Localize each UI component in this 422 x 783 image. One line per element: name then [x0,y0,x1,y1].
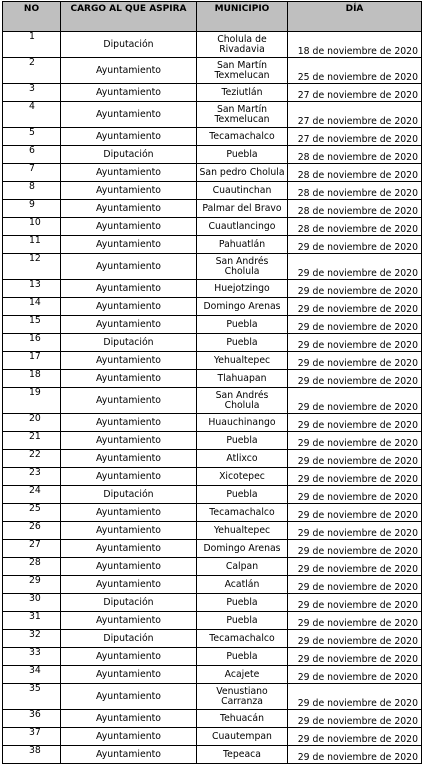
table-row [3,648,422,666]
row-number: 2 [3,58,61,84]
cargo-cell: Diputación [61,32,197,58]
cargo-cell: Diputación [61,146,197,164]
table-row [3,414,422,432]
municipio-cell: Domingo Arenas [197,298,288,316]
cargo-cell: Ayuntamiento [61,540,197,558]
municipio-cell: Cholula de Rivadavia [197,32,288,58]
date-cell: 29 de noviembre de 2020 [288,388,422,414]
cargo-cell: Ayuntamiento [61,450,197,468]
cargo-cell: Ayuntamiento [61,746,197,764]
row-number: 31 [3,612,61,630]
municipio-cell: Tecamachalco [197,504,288,522]
date-cell: 29 de noviembre de 2020 [288,648,422,666]
cargo-cell: Ayuntamiento [61,102,197,128]
date-cell: 29 de noviembre de 2020 [288,522,422,540]
date-cell: 29 de noviembre de 2020 [288,280,422,298]
header-cargo: CARGO AL QUE ASPIRA [61,2,197,32]
cargo-cell: Diputación [61,630,197,648]
date-cell: 29 de noviembre de 2020 [288,594,422,612]
row-number: 25 [3,504,61,522]
table-row [3,298,422,316]
table-row [3,84,422,102]
row-number: 38 [3,746,61,764]
row-number: 33 [3,648,61,666]
table-row [3,236,422,254]
row-number: 36 [3,710,61,728]
cargo-cell: Ayuntamiento [61,684,197,710]
date-cell: 28 de noviembre de 2020 [288,182,422,200]
cargo-cell: Ayuntamiento [61,254,197,280]
table-row [3,746,422,764]
municipio-cell: Domingo Arenas [197,540,288,558]
cargo-cell: Ayuntamiento [61,200,197,218]
municipio-cell: Puebla [197,612,288,630]
date-cell: 29 de noviembre de 2020 [288,432,422,450]
municipio-cell: Palmar del Bravo [197,200,288,218]
date-cell: 28 de noviembre de 2020 [288,200,422,218]
date-cell: 29 de noviembre de 2020 [288,710,422,728]
municipio-cell: Huejotzingo [197,280,288,298]
row-number: 4 [3,102,61,128]
table-row [3,450,422,468]
municipio-cell: Pahuatlán [197,236,288,254]
date-cell: 29 de noviembre de 2020 [288,558,422,576]
date-cell: 27 de noviembre de 2020 [288,84,422,102]
municipio-cell: Tecamachalco [197,630,288,648]
date-cell: 29 de noviembre de 2020 [288,316,422,334]
table-row [3,710,422,728]
municipio-cell: Yehualtepec [197,352,288,370]
table-row [3,370,422,388]
cargo-cell: Ayuntamiento [61,414,197,432]
table-row [3,576,422,594]
cargo-cell: Ayuntamiento [61,468,197,486]
municipio-cell: Atlixco [197,450,288,468]
table-row [3,102,422,128]
cargo-cell: Ayuntamiento [61,666,197,684]
row-number: 7 [3,164,61,182]
table-row [3,432,422,450]
row-number: 9 [3,200,61,218]
row-number: 11 [3,236,61,254]
table-row [3,128,422,146]
table-row [3,630,422,648]
row-number: 1 [3,32,61,58]
header-municipio: MUNICIPIO [197,2,288,32]
municipio-cell: Huauchinango [197,414,288,432]
cargo-cell: Ayuntamiento [61,236,197,254]
municipio-cell: Tehuacán [197,710,288,728]
date-cell: 29 de noviembre de 2020 [288,612,422,630]
cargo-cell: Ayuntamiento [61,182,197,200]
table-row [3,146,422,164]
row-number: 21 [3,432,61,450]
header-row [3,2,422,32]
row-number: 14 [3,298,61,316]
municipio-cell: Yehualtepec [197,522,288,540]
date-cell: 29 de noviembre de 2020 [288,298,422,316]
row-number: 5 [3,128,61,146]
cargo-cell: Ayuntamiento [61,128,197,146]
municipio-cell: Tlahuapan [197,370,288,388]
municipio-cell: Puebla [197,594,288,612]
date-cell: 28 de noviembre de 2020 [288,218,422,236]
municipio-cell: San Martín Texmelucan [197,102,288,128]
municipio-cell: Acatlán [197,576,288,594]
table-row [3,218,422,236]
municipio-cell: San Andrés Cholula [197,254,288,280]
table-row [3,486,422,504]
row-number: 12 [3,254,61,280]
cargo-cell: Ayuntamiento [61,576,197,594]
table-row [3,540,422,558]
table-row [3,280,422,298]
cargo-cell: Ayuntamiento [61,648,197,666]
table-row [3,182,422,200]
row-number: 30 [3,594,61,612]
date-cell: 29 de noviembre de 2020 [288,540,422,558]
table-row [3,684,422,710]
table-row [3,558,422,576]
cargo-cell: Ayuntamiento [61,522,197,540]
cargo-cell: Ayuntamiento [61,504,197,522]
row-number: 28 [3,558,61,576]
header-dia: DÍA [288,2,422,32]
municipio-cell: Puebla [197,334,288,352]
table-row [3,468,422,486]
municipio-cell: Cuautempan [197,728,288,746]
table-row [3,522,422,540]
date-cell: 29 de noviembre de 2020 [288,576,422,594]
date-cell: 29 de noviembre de 2020 [288,504,422,522]
cargo-cell: Diputación [61,334,197,352]
row-number: 8 [3,182,61,200]
date-cell: 29 de noviembre de 2020 [288,486,422,504]
cargo-cell: Ayuntamiento [61,164,197,182]
row-number: 23 [3,468,61,486]
municipio-cell: Puebla [197,486,288,504]
date-cell: 29 de noviembre de 2020 [288,370,422,388]
cargo-cell: Ayuntamiento [61,280,197,298]
row-number: 26 [3,522,61,540]
cargo-cell: Ayuntamiento [61,370,197,388]
table-row [3,334,422,352]
cargo-cell: Ayuntamiento [61,352,197,370]
table-row [3,728,422,746]
municipio-cell: Cuautinchan [197,182,288,200]
table-row [3,316,422,334]
cargo-cell: Ayuntamiento [61,84,197,102]
municipio-cell: Venustiano Carranza [197,684,288,710]
row-number: 34 [3,666,61,684]
table-body [3,32,422,764]
date-cell: 29 de noviembre de 2020 [288,630,422,648]
date-cell: 25 de noviembre de 2020 [288,58,422,84]
table-row [3,594,422,612]
municipio-cell: Puebla [197,432,288,450]
table-row [3,254,422,280]
municipio-cell: Calpan [197,558,288,576]
municipio-cell: San pedro Cholula [197,164,288,182]
table-row [3,200,422,218]
cargo-cell: Diputación [61,486,197,504]
cargo-cell: Ayuntamiento [61,612,197,630]
cargo-cell: Ayuntamiento [61,388,197,414]
table-row [3,388,422,414]
date-cell: 29 de noviembre de 2020 [288,450,422,468]
date-cell: 27 de noviembre de 2020 [288,102,422,128]
table-row [3,612,422,630]
cargo-cell: Ayuntamiento [61,218,197,236]
date-cell: 28 de noviembre de 2020 [288,164,422,182]
header-no: NO [3,2,61,32]
row-number: 35 [3,684,61,710]
municipio-cell: Teziutlán [197,84,288,102]
cargo-cell: Ayuntamiento [61,432,197,450]
municipio-cell: Puebla [197,146,288,164]
row-number: 13 [3,280,61,298]
date-cell: 29 de noviembre de 2020 [288,334,422,352]
cargo-cell: Ayuntamiento [61,728,197,746]
row-number: 20 [3,414,61,432]
row-number: 37 [3,728,61,746]
cargo-cell: Diputación [61,594,197,612]
row-number: 17 [3,352,61,370]
row-number: 18 [3,370,61,388]
cargo-cell: Ayuntamiento [61,710,197,728]
row-number: 6 [3,146,61,164]
cargo-cell: Ayuntamiento [61,298,197,316]
municipio-cell: San Martín Texmelucan [197,58,288,84]
cargo-cell: Ayuntamiento [61,58,197,84]
row-number: 16 [3,334,61,352]
table-row [3,352,422,370]
date-cell: 29 de noviembre de 2020 [288,468,422,486]
row-number: 10 [3,218,61,236]
municipio-cell: San Andrés Cholula [197,388,288,414]
date-cell: 29 de noviembre de 2020 [288,414,422,432]
table-row [3,164,422,182]
row-number: 29 [3,576,61,594]
row-number: 32 [3,630,61,648]
municipio-cell: Cuautlancingo [197,218,288,236]
date-cell: 29 de noviembre de 2020 [288,352,422,370]
row-number: 15 [3,316,61,334]
municipio-cell: Acajete [197,666,288,684]
table-row [3,58,422,84]
row-number: 27 [3,540,61,558]
table-row [3,666,422,684]
table-row [3,32,422,58]
date-cell: 29 de noviembre de 2020 [288,236,422,254]
date-cell: 27 de noviembre de 2020 [288,128,422,146]
date-cell: 29 de noviembre de 2020 [288,684,422,710]
date-cell: 29 de noviembre de 2020 [288,666,422,684]
row-number: 24 [3,486,61,504]
row-number: 22 [3,450,61,468]
municipio-cell: Puebla [197,316,288,334]
municipio-cell: Puebla [197,648,288,666]
cargo-cell: Ayuntamiento [61,316,197,334]
table-row [3,504,422,522]
date-cell: 29 de noviembre de 2020 [288,254,422,280]
municipio-cell: Tepeaca [197,746,288,764]
municipio-cell: Xicotepec [197,468,288,486]
row-number: 3 [3,84,61,102]
date-cell: 18 de noviembre de 2020 [288,32,422,58]
date-cell: 29 de noviembre de 2020 [288,728,422,746]
date-cell: 29 de noviembre de 2020 [288,746,422,764]
date-cell: 28 de noviembre de 2020 [288,146,422,164]
cargo-cell: Ayuntamiento [61,558,197,576]
schedule-table [2,1,422,764]
row-number: 19 [3,388,61,414]
municipio-cell: Tecamachalco [197,128,288,146]
